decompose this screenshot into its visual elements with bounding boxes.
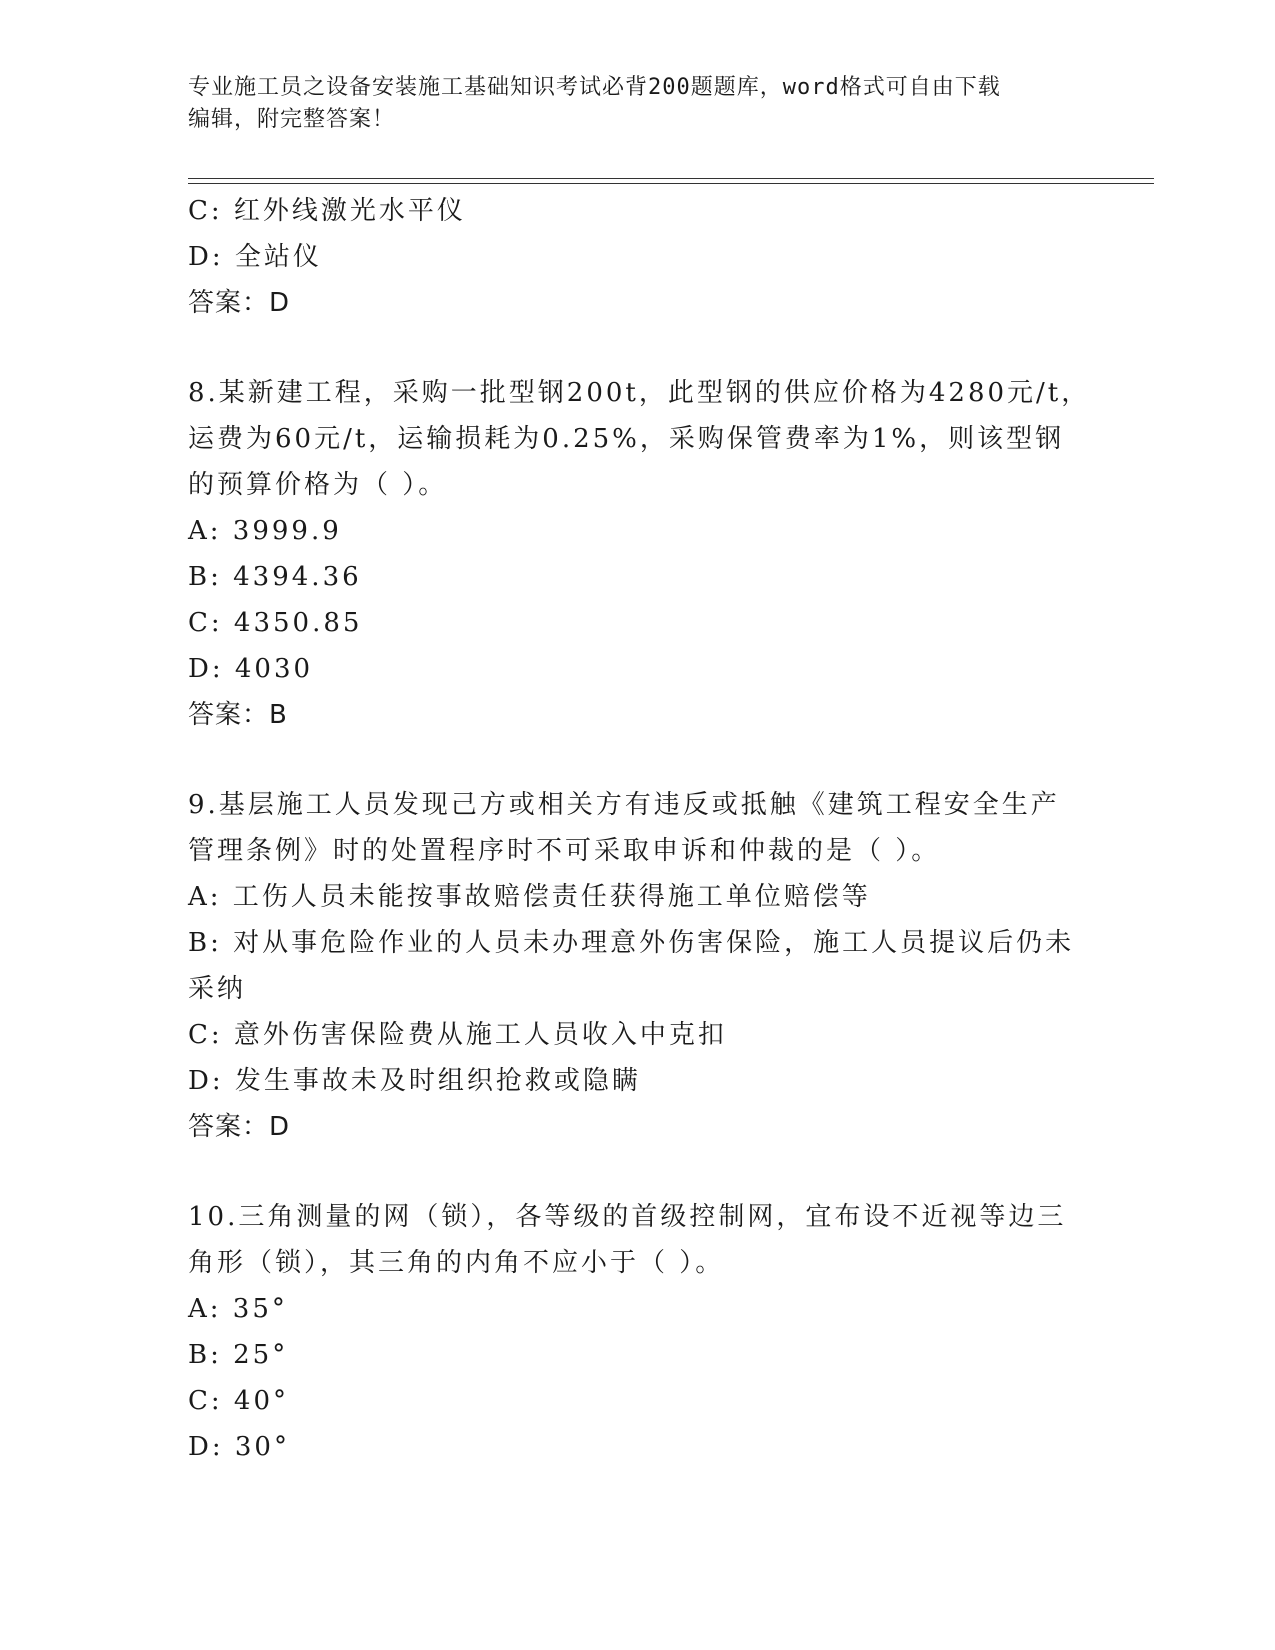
spacer	[188, 326, 1088, 370]
spacer	[188, 1150, 1088, 1194]
q10-option-a: A: 35°	[188, 1294, 288, 1324]
question-10	[188, 1194, 1088, 1470]
q7-option-d: D: 全站仪	[188, 242, 322, 272]
spacer	[188, 738, 1088, 782]
question-7-tail	[188, 188, 1088, 326]
q9-option-b-line-2: 采纳	[188, 974, 247, 1004]
q10-stem-line-2: 角形（锁），其三角的内角不应小于（ ）。	[188, 1248, 725, 1278]
q8-option-d: D: 4030	[188, 654, 314, 684]
q10-option-c: C: 40°	[188, 1386, 290, 1416]
question-content	[188, 188, 1091, 1470]
q8-option-a: A: 3999.9	[188, 516, 342, 546]
q9-stem-line-2: 管理条例》时的处置程序时不可采取申诉和仲裁的是（ ）。	[188, 836, 941, 866]
header-title-line-2: 编辑，附完整答案！	[188, 107, 396, 132]
q9-option-c: C: 意外伤害保险费从施工人员收入中克扣	[188, 1020, 727, 1050]
q9-option-a: A: 工伤人员未能按事故赔偿责任获得施工单位赔偿等	[188, 882, 871, 912]
q8-stem-line-1: 8.某新建工程，采购一批型钢200t，此型钢的供应价格为4280元/t，	[188, 378, 1091, 408]
q8-stem-line-3: 的预算价格为（ ）。	[188, 470, 448, 500]
q9-option-d: D: 发生事故未及时组织抢救或隐瞒	[188, 1066, 641, 1096]
header-divider-top	[188, 178, 1154, 179]
q8-answer: 答案：B	[188, 700, 288, 730]
q10-option-d: D: 30°	[188, 1432, 290, 1462]
q8-option-c: C: 4350.85	[188, 608, 363, 638]
q10-stem-line-1: 10.三角测量的网（锁），各等级的首级控制网，宜布设不近视等边三	[188, 1202, 1067, 1232]
q8-stem-line-2: 运费为60元/t，运输损耗为0.25%，采购保管费率为1%，则该型钢	[188, 424, 1065, 454]
question-8	[188, 370, 1091, 738]
question-9	[188, 782, 1088, 1150]
q10-option-b: B: 25°	[188, 1340, 289, 1370]
header-divider-bottom	[188, 183, 1154, 184]
document-header	[188, 72, 1068, 136]
header-title-line-1: 专业施工员之设备安装施工基础知识考试必背200题题库，word格式可自由下载	[188, 75, 1001, 100]
q7-option-c: C: 红外线激光水平仪	[188, 196, 466, 226]
q9-stem-line-1: 9.基层施工人员发现己方或相关方有违反或抵触《建筑工程安全生产	[188, 790, 1060, 820]
q9-option-b-line-1: B: 对从事危险作业的人员未办理意外伤害保险，施工人员提议后仍未	[188, 928, 1075, 958]
q9-answer: 答案：D	[188, 1112, 291, 1142]
q8-option-b: B: 4394.36	[188, 562, 362, 592]
q7-answer: 答案：D	[188, 288, 291, 318]
